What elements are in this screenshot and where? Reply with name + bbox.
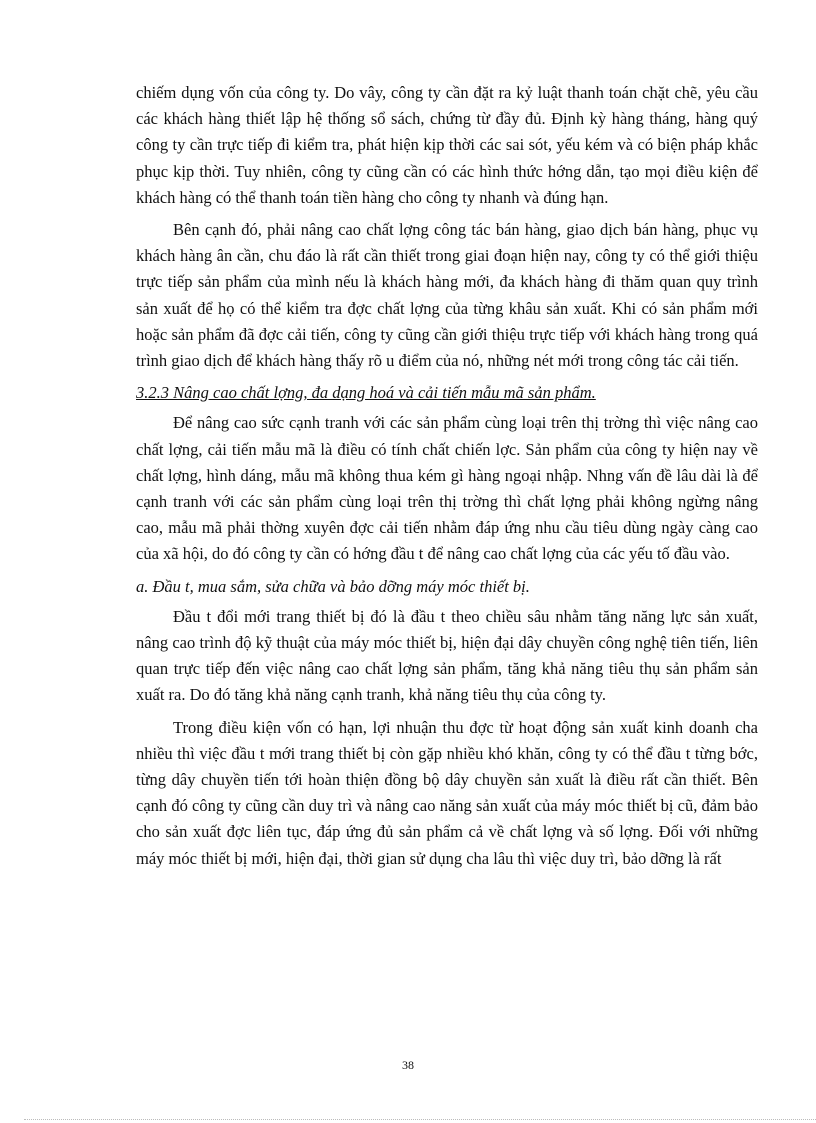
- section-heading-text: 3.2.3 Nâng cao chất lợng, đa dạng hoá và cải tiến mẫu mã sản phẩm.: [136, 383, 596, 403]
- paragraph-continuation: chiếm dụng vốn của công ty. Do vây, công ty cần đặt ra kỷ luật thanh toán chặt chẽ, yêu cầu các khách hàng thiết lập hệ thống sổ sách, chứng từ đầy đủ. Định kỳ hàng tháng, hàng quý công ty cần trực tiếp đi kiểm tra, phát hiện kịp thời các sai sót, yếu kém và có biện pháp khắc phục kịp thời. Tuy nhiên, công ty cũng cần có các hình thức hớng dẫn, tạo mọi điều kiện để khách hàng có thể thanh toán tiền hàng cho công ty nhanh và đúng hạn.: [136, 83, 758, 207]
- paragraph-competitiveness: Để nâng cao sức cạnh tranh với các sản phẩm cùng loại trên thị trờng thì việc nâng cao chất lợng, cải tiến mẫu mã là điều có tính chất chiến lợc. Sản phẩm của công ty hiện nay về chất lợng, hình dáng, mẫu mã không thua kém gì hàng ngoại nhập. Nhng vấn đề lâu dài là để cạnh tranh với các sản phẩm cùng loại trên thị trờng thì chất lợng phải không ngừng nâng cao, mẫu mã phải thờng xuyên đợc cải tiến nhằm đáp ứng nhu cầu tiêu dùng ngày càng cao của xã hội, do đó công ty cần có hớng đầu t để nâng cao chất lợng của các yếu tố đầu vào.: [136, 413, 758, 564]
- paragraph-limited-capital: Trong điều kiện vốn có hạn, lợi nhuận thu đợc từ hoạt động sản xuất kinh doanh cha nhiều thì việc đầu t mới trang thiết bị còn gặp nhiều khó khăn, công ty có thể đầu t từng bớc, từng dây chuyền tiến tới hoàn thiện đồng bộ dây chuyền sản xuất là điều rất cần thiết. Bên cạnh đó công ty cũng cần duy trì và nâng cao năng sản xuất của máy móc thiết bị cũ, đảm bảo cho sản xuất đợc liên tục, đáp ứng đủ sản phẩm cả về chất lợng và số lợng. Đối với những máy móc thiết bị mới, hiện đại, thời gian sử dụng cha lâu thì việc duy trì, bảo dỡng là rất: [136, 717, 758, 868]
- paragraph-sales-quality: Bên cạnh đó, phải nâng cao chất lợng công tác bán hàng, giao dịch bán hàng, phục vụ khách hàng ân cần, chu đáo là rất cần thiết trong giai đoạn hiện nay, công ty có thể giới thiệu trực tiếp sản phẩm của mình nếu là khách hàng mới, đa khách hàng đi thăm quan quy trình sản xuất để họ có thể kiểm tra đợc chất lợng của từng khâu sản xuất. Khi có sản phẩm mới hoặc sản phẩm đã đợc cải tiến, công ty cũng cần giới thiệu trực tiếp với khách hàng trong quá trình giao dịch để khách hàng thấy rõ u điểm của nó, những nét mới trong công tác cải tiến.: [136, 220, 758, 371]
- paragraph-investment: Đầu t đổi mới trang thiết bị đó là đầu t theo chiều sâu nhằm tăng năng lực sản xuất, nâng cao trình độ kỹ thuật của máy móc thiết bị, hiện đại dây chuyền công nghệ tiên tiến, liên quan trực tiếp đến việc nâng cao chất lợng sản phẩm, tăng khả năng tiêu thụ sản phẩm sản xuất ra. Do đó tăng khả năng cạnh tranh, khả năng tiêu thụ của công ty.: [136, 606, 758, 705]
- body-text: [136, 80, 758, 872]
- bottom-dotted-rule: [24, 1119, 816, 1120]
- page-number: 38: [402, 1058, 414, 1072]
- subsection-heading: a. Đầu t, mua sắm, sửa chữa và bảo dỡng máy móc thiết bị.: [136, 576, 530, 596]
- section-heading: [136, 380, 758, 406]
